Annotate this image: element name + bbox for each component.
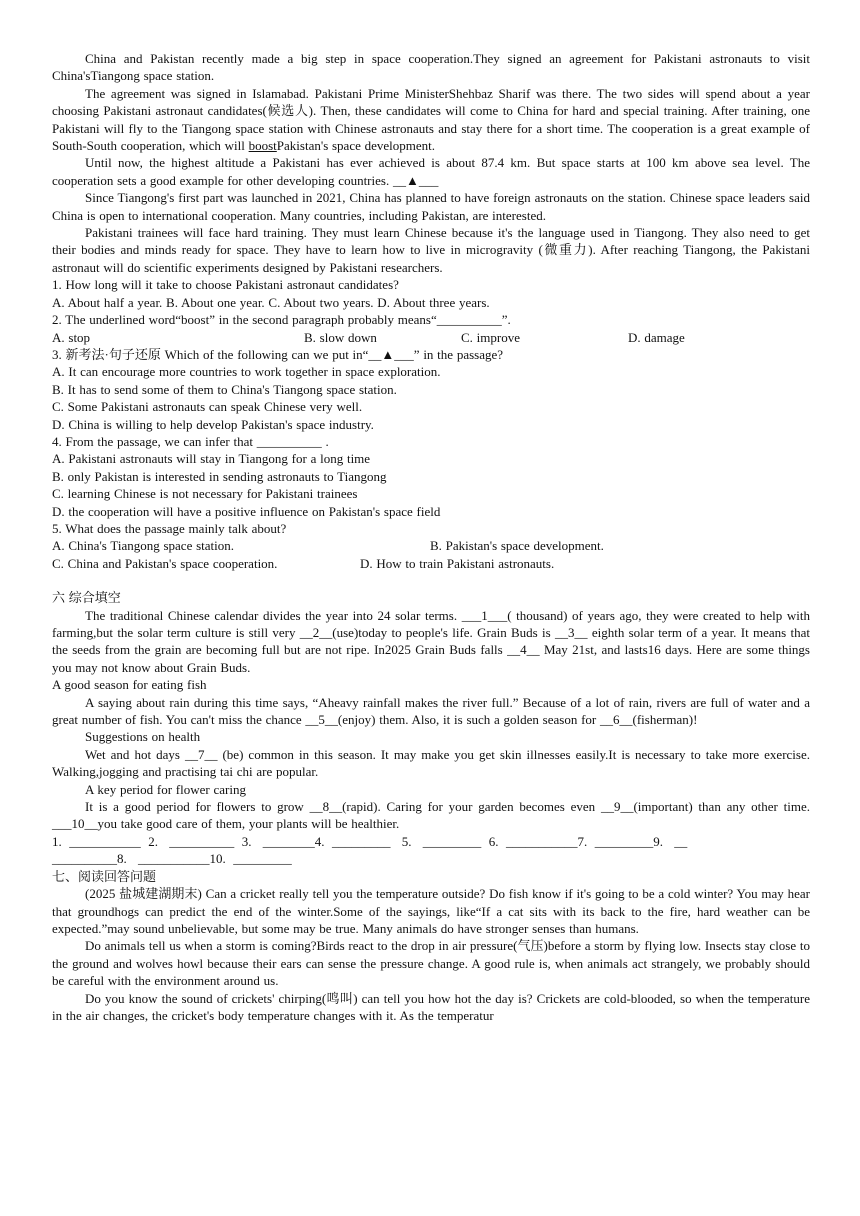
question-5-stem: 5. What does the passage mainly talk about? xyxy=(52,520,287,536)
reading-paragraph-2-text: The agreement was signed in Islamabad. Pakistani Prime MinisterShehbaz Sharif was there. The two sides will spend about a year choosing Pakistani astronaut candidates(候选人). Then, these candidates will come to China for hard and special training. After training, one Pakistani will fly to the Tiangong space station with Chinese astronauts and stay there for a short time. The cooperation is a great example of South-South cooperation, which will xyxy=(52,85,810,154)
cloze-subheading-flower: A key period for flower caring xyxy=(85,781,246,797)
question-2-option-b: B. slow down xyxy=(304,329,377,345)
question-5-option-d: D. How to train Pakistani astronauts. xyxy=(360,555,555,571)
reading2-paragraph-2: Do animals tell us when a storm is coming?Birds react to the drop in air pressure(气压)before a storm by flying low. Insects stay close to the ground and wolves howl because their ears can sense the pressure change. A good rule is, when animals act strangely, we probably should be careful with the environment around us. xyxy=(52,938,810,989)
reading-paragraph-5: Pakistani trainees will face hard training. They must learn Chinese because it's the language used in Tiangong. They also need to get their bodies and minds ready for space. They have to learn how to live in microgravity (微重力). After reaching Tiangong, the Pakistani astronaut will do scientific experiments designed by Pakistani researchers. xyxy=(52,225,810,275)
cloze-answer-line-1: 1. ___________ 2. __________ 3. ________4. _________ 5. _________ 6. ___________7. _________9. __ xyxy=(52,833,688,849)
question-5-option-a: A. China's Tiangong space station. xyxy=(52,538,235,554)
reading-paragraph-2 xyxy=(52,85,810,155)
cloze-subheading-fish: A good season for eating fish xyxy=(52,677,207,693)
reading-paragraph-3: Until now, the highest altitude a Pakistani has ever achieved is about 87.4 km. But space starts at 100 km above sea level. The cooperation sets a good example for other developing countries. __▲___ xyxy=(52,155,810,188)
reading-paragraph-4: Since Tiangong's first part was launched in 2021, China has planned to have foreign astronauts on the station. Chinese space leaders said China is open to international cooperation. Many countries, including Pakistan, are interested. xyxy=(52,190,810,223)
reading2-paragraph-3: Do you know the sound of crickets' chirping(鸣叫) can tell you how hot the day is? Crickets are cold-blooded, so when the temperature in the air changes, the cricket's body temperature changes with it. As the temperatur xyxy=(52,990,810,1023)
reading-paragraph-2-tail: Pakistan's space development. xyxy=(276,138,436,154)
cloze-paragraph-1: The traditional Chinese calendar divides the year into 24 solar terms. ___1___( thousand) of years ago, they were created to help with farming,but the solar term culture is still very __2__(use)today to people's life. Grain Buds is __3__ eighth solar term of a year. It means that the seeds from the grain are becoming full but are not ripe. In2025 Grain Buds falls __4__ May 21st, and lasts16 days. Here are some things you may not know about Grain Buds. xyxy=(52,607,810,675)
question-4-option-d: D. the cooperation will have a positive influence on Pakistan's space field xyxy=(52,503,441,519)
question-2-option-c: C. improve xyxy=(461,329,520,345)
question-1-options: A. About half a year. B. About one year. C. About two years. D. About three years. xyxy=(52,294,490,310)
cloze-subheading-health: Suggestions on health xyxy=(85,729,201,745)
cloze-paragraph-2: A saying about rain during this time says, “Aheavy rainfall makes the river full.” Because of a lot of rain, rivers are full of water and a great number of fish. You can't miss the chance __5__(enjoy) them. Also, it is such a golden season for __6__(fisherman)! xyxy=(52,694,810,728)
question-2-options xyxy=(52,329,810,346)
document-page xyxy=(52,50,810,1024)
question-1-stem: 1. How long will it take to choose Pakistani astronaut candidates? xyxy=(52,277,399,293)
cloze-paragraph-4: It is a good period for flowers to grow __8__(rapid). Caring for your garden becomes even __9__(important) than any other time. ___10__you take good care of them, your plants will be healthier. xyxy=(52,799,810,832)
question-2-option-a: A. stop xyxy=(52,329,91,345)
reading-paragraph-1: China and Pakistan recently made a big step in space cooperation.They signed an agreement for Pakistani astronauts to visit China'sTiangong space station. xyxy=(52,51,810,84)
cloze-heading: 六 综合填空 xyxy=(52,590,121,606)
question-3-option-d: D. China is willing to help develop Pakistan's space industry. xyxy=(52,416,374,432)
reading2-paragraph-1: (2025 盐城建湖期末) Can a cricket really tell you the temperature outside? Do fish know if it's going to be a cold winter? You may hear that groundhogs can predict the end of the winter.Some of the sayings, like“If a cat sits with its back to the fire, hard weather can be expected.”may sound unbelievable, but some may be true. Many animals do have stronger senses than humans. xyxy=(52,886,810,936)
question-4-option-c: C. learning Chinese is not necessary for Pakistani trainees xyxy=(52,486,358,502)
question-4-option-a: A. Pakistani astronauts will stay in Tiangong for a long time xyxy=(52,451,371,467)
question-2-option-d: D. damage xyxy=(628,329,685,345)
reading2-heading: 七、阅读回答问题 xyxy=(52,868,157,884)
question-3-option-c: C. Some Pakistani astronauts can speak Chinese very well. xyxy=(52,399,363,415)
question-2-stem: 2. The underlined word“boost” in the second paragraph probably means“__________”. xyxy=(52,312,511,328)
question-3-option-a: A. It can encourage more countries to work together in space exploration. xyxy=(52,364,441,380)
question-4-stem: 4. From the passage, we can infer that __________ . xyxy=(52,433,329,449)
question-4-option-b: B. only Pakistan is interested in sending astronauts to Tiangong xyxy=(52,468,387,484)
cloze-paragraph-3: Wet and hot days __7__ (be) common in this season. It may make you get skin illnesses easily.It is necessary to take more exercise. Walking,jogging and practising tai chi are popular. xyxy=(52,746,810,780)
question-5-options-row-2 xyxy=(52,555,810,572)
cloze-answer-line-2: __________8. ___________10. _________ xyxy=(52,851,292,867)
question-5-option-c: C. China and Pakistan's space cooperation. xyxy=(52,555,278,571)
question-3-option-b: B. It has to send some of them to China's Tiangong space station. xyxy=(52,381,397,397)
question-5-options-row-1 xyxy=(52,537,810,554)
underlined-word-boost: boost xyxy=(248,138,277,154)
question-3-stem: 3. 新考法·句子还原 Which of the following can we put in“__▲___” in the passage? xyxy=(52,346,504,362)
question-5-option-b: B. Pakistan's space development. xyxy=(430,538,604,554)
